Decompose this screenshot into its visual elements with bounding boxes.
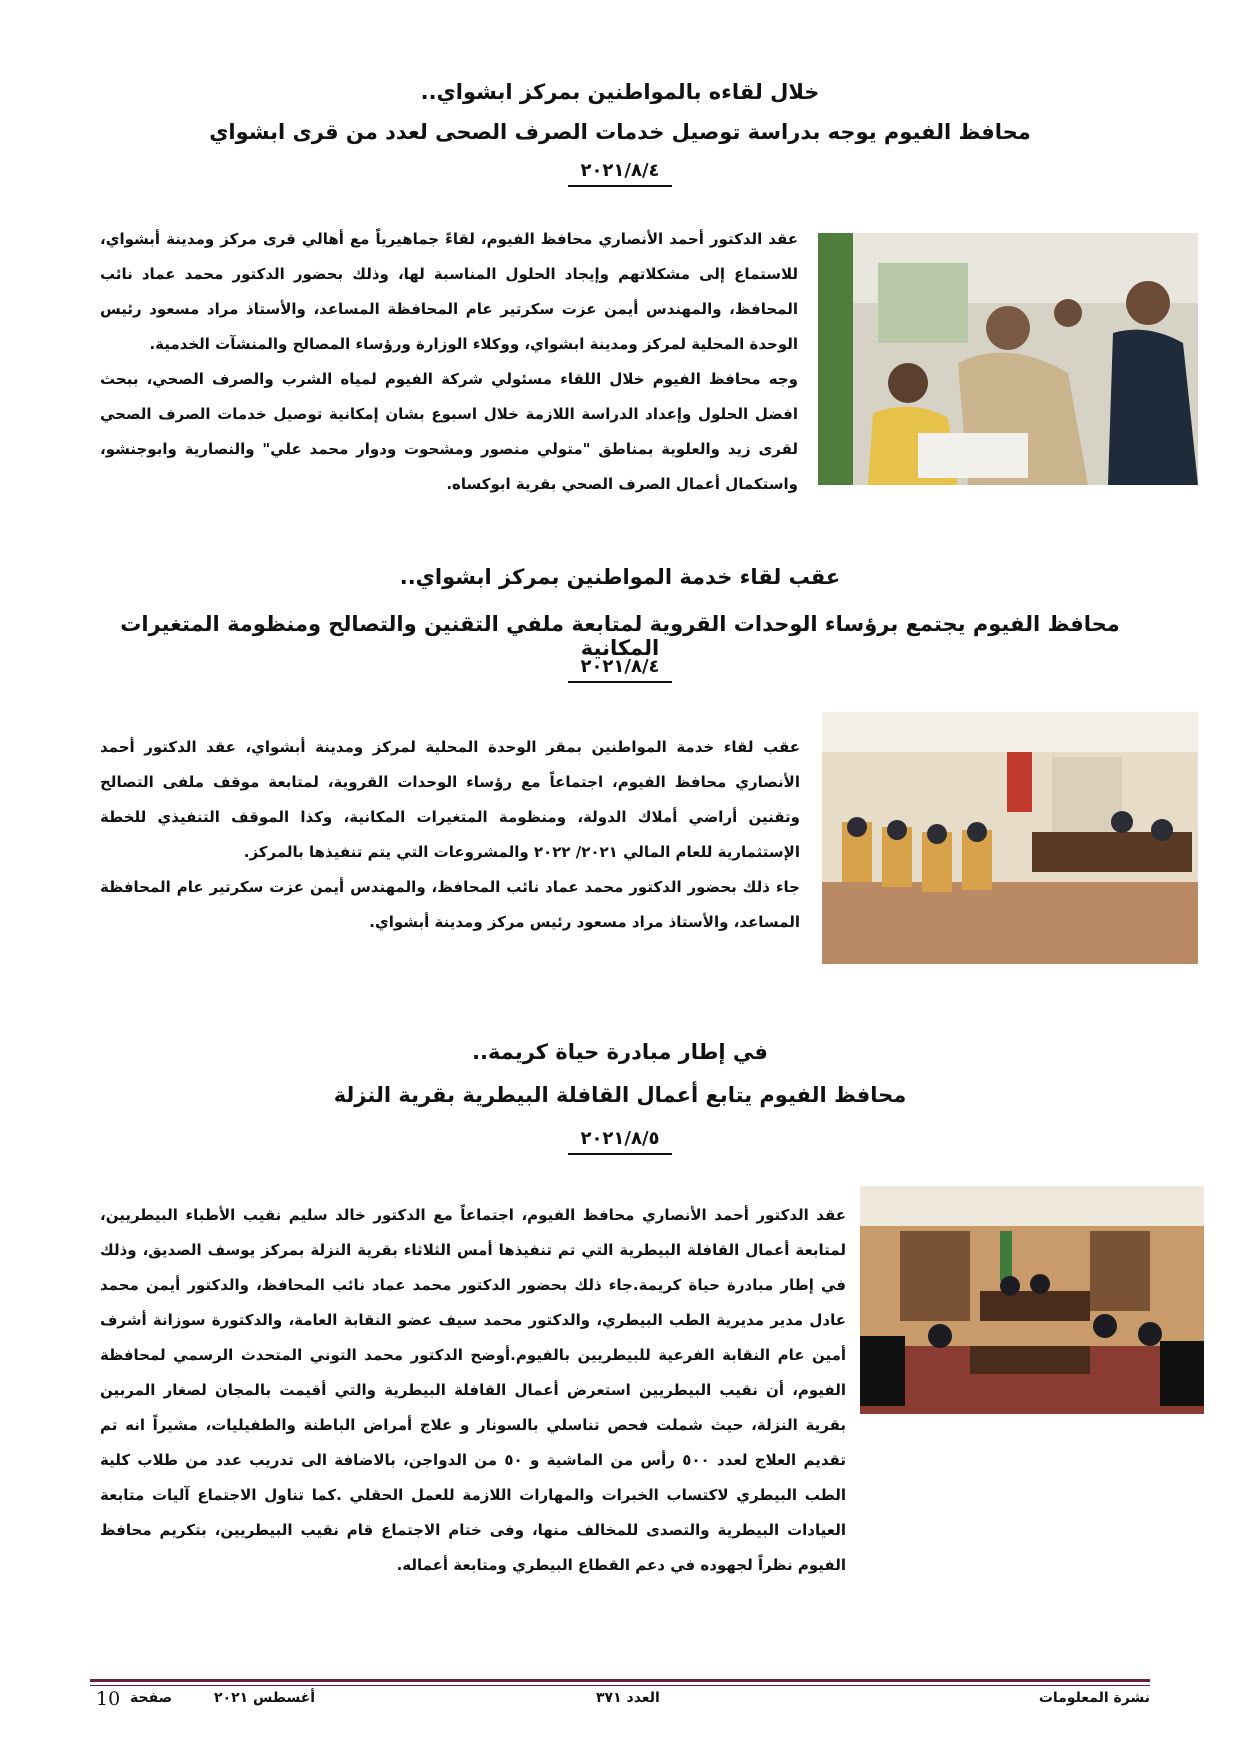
footer-rule [90, 1679, 1150, 1682]
article-3-headline: محافظ الفيوم يتابع أعمال القافلة البيطرية بقرية النزلة [333, 1083, 907, 1107]
article-2-kicker: عقب لقاء خدمة المواطنين بمركز ابشواي.. [399, 565, 841, 589]
paragraph: عقد الدكتور أحمد الأنصاري محافظ الفيوم، لقاءً جماهيرياً مع أهالي قرى مركز ومدينة أبشواي، للاستماع إلى مشكلاتهم وإيجاد الحلول المناسبة لها، وذلك بحضور الدكتور محمد عماد نائب المحافظ، والمهندس أيمن عزت سكرتير عام المحافظة المساعد، والأستاذ مراد مسعود رئيس الوحدة المحلية لمركز ومدينة ابشواي، ووكلاء الوزارة ورؤساء المصالح والمنشآت الخدمية. [100, 230, 798, 353]
article-1-body [100, 222, 798, 502]
article-3-photo [860, 1186, 1204, 1414]
footer-page-number: 10 [96, 1688, 121, 1710]
article-1-kicker: خلال لقاءه بالمواطنين بمركز ابشواي.. [420, 80, 820, 104]
footer-publication: نشرة المعلومات [1038, 1690, 1150, 1706]
article-1-date: ٢٠٢١/٨/٤ [90, 160, 1150, 187]
article-3-body [100, 1198, 846, 1583]
article-2-body [100, 730, 800, 940]
paragraph: عقد الدكتور أحمد الأنصاري محافظ الفيوم، اجتماعاً مع الدكتور خالد سليم نقيب الأطباء البيطريين، لمتابعة أعمال القافلة البيطرية التي تم تنفيذها أمس الثلاثاء بقرية النزلة بمركز يوسف الصديق، وذلك في إطار مبادرة حياة كريمة.جاء ذلك بحضور الدكتور محمد عماد نائب المحافظ، والدكتور أيمن محمد عادل مدير مديرية الطب البيطري، والدكتور محمد سيف عضو النقابة العامة، والدكتورة سوزانة أشرف أمين عام النقابة الفرعية للبيطريين بالفيوم.أوضح الدكتور محمد التوني المتحدث الرسمي لمحافظة الفيوم، أن نقيب البيطريين استعرض أعمال القافلة البيطرية والتي أقيمت بالمجان لصغار المربين بقرية النزلة، حيث شملت فحص تناسلي بالسونار و علاج أمراض الباطنة والطفيليات، مشيراً انه تم تقديم العلاج لعدد ٥٠٠ رأس من الماشية و ٥٠ من الدواجن، بالاضافة الى تدريب عدد من طلاب كلية الطب البيطري لاكتساب الخبرات والمهارات اللازمة للعمل الحقلي .كما تناول الاجتماع آليات متابعة العيادات البيطرية والتصدى للمخالف منها، وفى ختام الاجتماع قام نقيب البيطريين، بتكريم محافظ الفيوم نظراً لجهوده في دعم القطاع البيطري ومتابعة أعماله. [100, 1206, 846, 1574]
footer-page-label: صفحة [130, 1690, 173, 1706]
footer-issue: العدد ٣٧١ [596, 1690, 660, 1706]
article-3-kicker: في إطار مبادرة حياة كريمة.. [472, 1040, 768, 1064]
article-2-headline: محافظ الفيوم يجتمع برؤساء الوحدات القروية لمتابعة ملفي التقنين والتصالح ومنظومة المتغيرات المكانية [120, 612, 1120, 660]
paragraph: وجه محافظ الفيوم خلال اللقاء مسئولي شركة الفيوم لمياه الشرب والصرف الصحي، ببحث افضل الحلول وإعداد الدراسة اللازمة خلال اسبوع بشان إمكانية توصيل خدمات الصرف الصحي لقرى زيد والعلوية بمناطق "متولي منصور ومشحوت ودوار محمد علي" والنصارية وابوجنشو، واستكمال أعمال الصرف الصحي بقرية ابوكساه. [100, 370, 798, 493]
paragraph: جاء ذلك بحضور الدكتور محمد عماد نائب المحافظ، والمهندس أيمن عزت سكرتير عام المحافظة المساعد، والأستاذ مراد مسعود رئيس مركز ومدينة أبشواي. [100, 878, 800, 931]
article-2-photo [822, 712, 1198, 964]
article-1-headline: محافظ الفيوم يوجه بدراسة توصيل خدمات الصرف الصحى لعدد من قرى ابشواي [209, 120, 1031, 144]
footer-rule-thin [90, 1685, 1150, 1686]
article-2-date: ٢٠٢١/٨/٤ [90, 656, 1150, 683]
article-3-date: ٢٠٢١/٨/٥ [90, 1128, 1150, 1155]
paragraph: عقب لقاء خدمة المواطنين بمقر الوحدة المحلية لمركز ومدينة أبشواي، عقد الدكتور أحمد الأنصاري محافظ الفيوم، اجتماعاً مع رؤساء الوحدات القروية، لمتابعة موقف ملفى التصالح وتقنين أراضي أملاك الدولة، ومنظومة المتغيرات المكانية، وكذا الموقف التنفيذي للخطة الإستثمارية للعام المالي ٢٠٢١/ ٢٠٢٢ والمشروعات التي يتم تنفيذها بالمركز. [100, 738, 800, 861]
footer-month: أغسطس ٢٠٢١ [214, 1690, 316, 1706]
article-1-photo [818, 233, 1198, 485]
